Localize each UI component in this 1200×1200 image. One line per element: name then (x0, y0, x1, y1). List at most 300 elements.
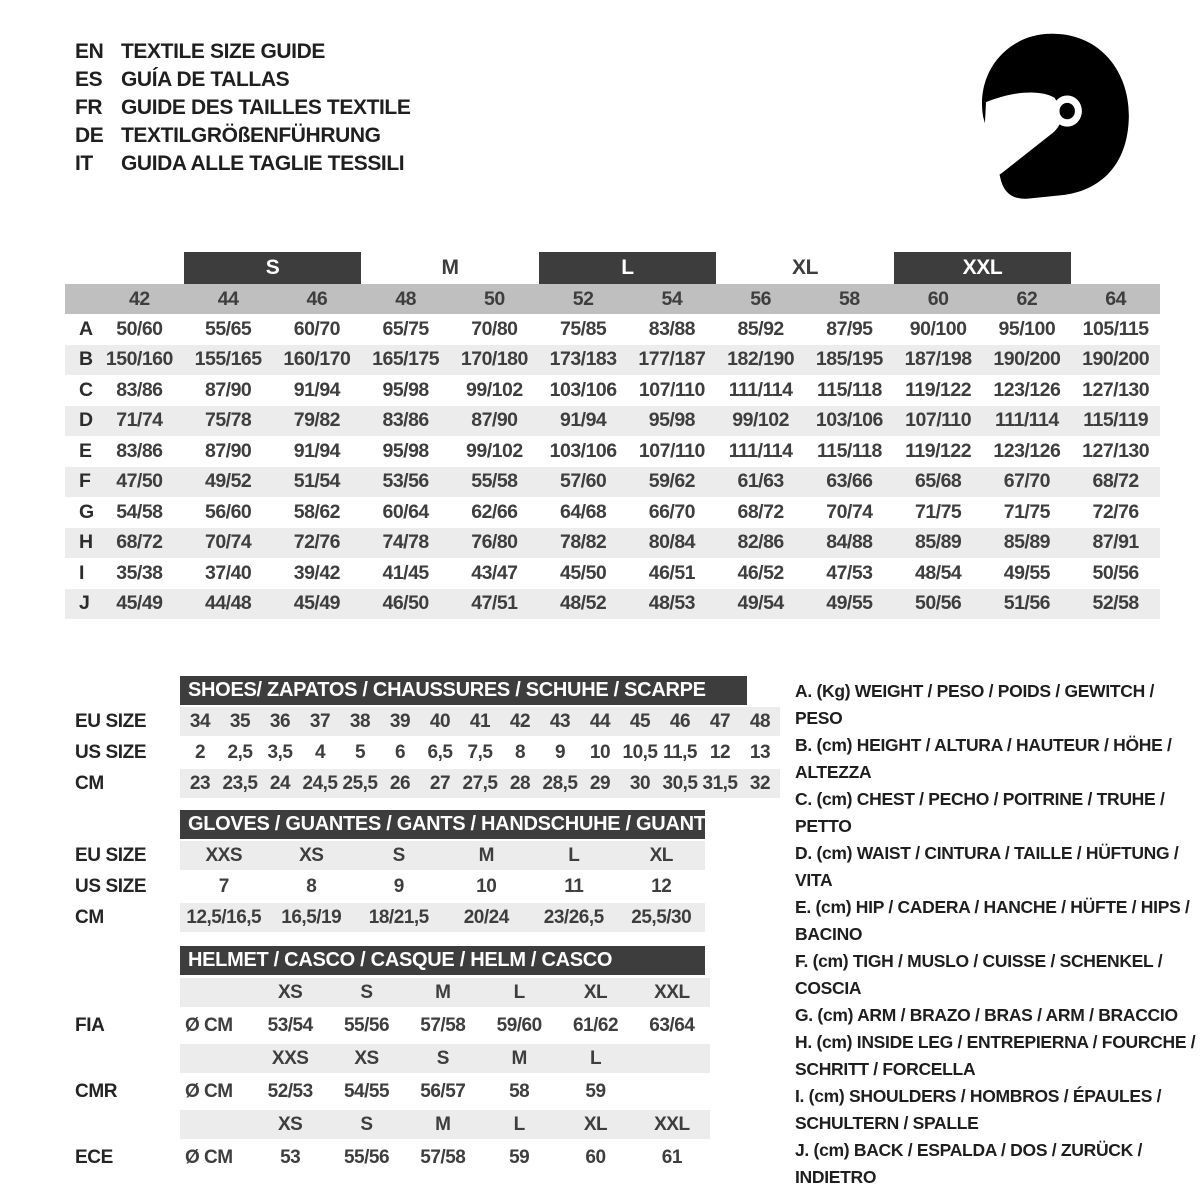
size-value: 91/94 (293, 439, 341, 462)
size-value: 60/64 (382, 500, 429, 523)
helmet-title-bar: HELMET / CASCO / CASQUE / HELM / CASCO (180, 946, 705, 975)
size-value: 23/26,5 (543, 906, 604, 928)
helmet-value: 56/57 (420, 1080, 466, 1102)
size-column-header: 64 (1105, 287, 1126, 310)
size-band-l: L (539, 252, 717, 284)
row-label: CM (75, 906, 104, 928)
size-value: L (568, 844, 580, 866)
cert-label: CMR (75, 1080, 118, 1102)
legend-item: J. (cm) BACK / ESPALDA / DOS / ZURÜCK / INDIETRO (795, 1140, 1143, 1187)
size-value: 187/198 (904, 348, 972, 371)
size-value: 115/119 (1083, 409, 1149, 432)
helmet-size-label: M (435, 1113, 451, 1135)
row-letter: D (79, 409, 94, 432)
language-title: GUÍA DE TALLAS (121, 68, 290, 91)
size-value: 23,5 (222, 772, 258, 794)
size-value: 72/76 (293, 531, 341, 554)
legend-item: H. (cm) INSIDE LEG / ENTREPIERNA / FOURCHE / SCHRITT / FORCELLA (795, 1032, 1196, 1079)
size-column-header: 44 (217, 287, 239, 310)
size-value: 28,5 (542, 772, 578, 794)
size-value: 61/63 (737, 470, 784, 493)
size-value: 51/56 (1003, 592, 1051, 615)
measure-row-d (65, 406, 1160, 437)
size-row-cm (75, 903, 785, 932)
size-value: 62/66 (471, 500, 518, 523)
size-column-header: 42 (129, 287, 150, 310)
size-value: 119/122 (905, 439, 972, 462)
size-value: 85/92 (737, 317, 784, 340)
size-value: 30,5 (662, 772, 698, 794)
size-value: 84/88 (826, 531, 873, 554)
row-label: EU SIZE (75, 710, 147, 732)
size-value: 87/91 (1092, 531, 1139, 554)
size-value: 60/70 (293, 317, 341, 340)
size-row-eu-size (75, 841, 785, 870)
measurement-legend (795, 678, 1200, 1191)
row-letter: H (79, 531, 94, 554)
size-value: 49/54 (737, 592, 784, 615)
size-value: 59/62 (648, 470, 696, 493)
helmet-value: 53 (280, 1146, 301, 1168)
size-value: 44/48 (204, 592, 252, 615)
size-value: 70/74 (826, 500, 873, 523)
helmet-size-label: S (360, 1113, 373, 1135)
measure-row-i (65, 558, 1160, 589)
row-letter: B (79, 348, 94, 371)
size-value: 119/122 (905, 378, 972, 401)
language-code: EN (75, 40, 104, 63)
size-value: 12 (709, 741, 731, 763)
size-value: 177/187 (638, 348, 706, 371)
size-value: 49/55 (826, 592, 873, 615)
size-value: 70/74 (204, 531, 252, 554)
helmet-size-label: XL (583, 981, 608, 1003)
size-value: 115/118 (816, 378, 882, 401)
language-title: GUIDA ALLE TAGLIE TESSILI (121, 152, 405, 175)
size-value: 49/52 (204, 470, 252, 493)
row-label: US SIZE (75, 875, 147, 897)
size-value: 111/114 (728, 378, 793, 401)
size-value: 45/49 (293, 592, 341, 615)
measure-row-j (65, 589, 1160, 620)
size-band-m: M (441, 256, 459, 279)
size-value: 24,5 (302, 772, 338, 794)
size-value: 20/24 (463, 906, 509, 928)
size-value: 173/183 (549, 348, 617, 371)
size-value: S (392, 844, 405, 866)
legend-item: E. (cm) HIP / CADERA / HANCHE / HÜFTE / HIPS / BACINO (795, 897, 1190, 944)
helmet-values (180, 1075, 710, 1108)
language-row (75, 122, 410, 150)
size-column-header: 46 (306, 287, 328, 310)
helmet-size-label: L (589, 1047, 602, 1069)
size-value: 74/78 (382, 531, 429, 554)
legend-item: G. (cm) ARM / BRAZO / BRAS / ARM / BRACCIO (795, 1005, 1178, 1025)
helmet-size-label: XS (354, 1047, 379, 1069)
size-value: 54/58 (116, 500, 163, 523)
size-value: 32 (749, 772, 771, 794)
size-value: 10 (476, 875, 497, 897)
size-value: 36 (269, 710, 291, 732)
size-row-cm (75, 769, 785, 798)
helmet-size-label: XS (277, 1113, 303, 1135)
size-value: 76/80 (471, 531, 518, 554)
helmet-size-label: M (511, 1047, 527, 1069)
row-label (75, 1110, 180, 1139)
size-value: 24 (269, 772, 291, 794)
size-value: 43 (549, 710, 571, 732)
size-value: 95/98 (648, 409, 696, 432)
helmet-size-label: XL (583, 1113, 608, 1135)
size-value: 99/102 (732, 409, 789, 432)
racing-helmet-graphic (972, 28, 1140, 206)
size-column-header: 60 (927, 287, 949, 310)
row-values (180, 769, 780, 798)
helmet-value: 59/60 (496, 1014, 542, 1036)
size-value: 95/98 (382, 378, 429, 401)
size-value: 48 (749, 710, 771, 732)
language-title: TEXTILGRÖßENFÜHRUNG (121, 124, 381, 147)
language-code: DE (75, 124, 104, 147)
size-value: 85/89 (1003, 531, 1051, 554)
size-value: 68/72 (116, 531, 163, 554)
size-value: 111/114 (728, 439, 793, 462)
size-value: 103/106 (549, 378, 617, 401)
size-value: 37/40 (204, 561, 252, 584)
size-value: 18/21,5 (368, 906, 429, 928)
size-value: 56/60 (204, 500, 252, 523)
size-value: XS (299, 844, 324, 866)
size-band-s: S (184, 252, 362, 284)
shoes-title-bar: SHOES/ ZAPATOS / CHAUSSURES / SCHUHE / SCARPE (180, 676, 747, 705)
size-number-row (65, 284, 1160, 314)
size-value: 42 (509, 710, 531, 732)
size-value: 95/100 (998, 317, 1056, 340)
size-value: 83/86 (116, 439, 163, 462)
size-value: 47/50 (116, 470, 163, 493)
gloves-title-bar: GLOVES / GUANTES / GANTS / HANDSCHUHE / GUANTI (180, 810, 705, 839)
size-value: 4 (314, 741, 326, 763)
size-value: 58/62 (293, 500, 341, 523)
language-title: GUIDE DES TAILLES TEXTILE (121, 96, 411, 119)
measure-row-g (65, 497, 1160, 528)
size-value: 28 (509, 772, 531, 794)
helmet-value: 53/54 (267, 1014, 313, 1036)
size-value: 35/38 (116, 561, 163, 584)
size-column-header: 48 (395, 287, 416, 310)
helmet-value: 61 (661, 1146, 682, 1168)
helmet-size-label: L (513, 1113, 525, 1135)
size-value: 11,5 (663, 741, 697, 763)
size-value: 87/90 (204, 439, 252, 462)
helmet-values (180, 1141, 710, 1174)
size-column-header: 62 (1016, 287, 1038, 310)
diameter-unit-label: Ø CM (185, 1080, 233, 1102)
size-value: 87/90 (204, 378, 252, 401)
size-value: 45 (629, 710, 651, 732)
size-column-header: 58 (839, 287, 860, 310)
size-value: 31,5 (702, 772, 738, 794)
measure-row-a (65, 314, 1160, 345)
size-value: 37 (309, 710, 331, 732)
helmet-value: 60 (585, 1146, 606, 1168)
size-value: 50/56 (1092, 561, 1139, 584)
size-value: 51/54 (293, 470, 341, 493)
size-value: 99/102 (466, 378, 523, 401)
size-value: 107/110 (905, 409, 972, 432)
size-value: 45/49 (116, 592, 163, 615)
size-value: 57/60 (559, 470, 607, 493)
size-value: 9 (393, 875, 404, 897)
size-value: 40 (429, 710, 451, 732)
helmet-sizes (180, 978, 710, 1007)
size-value: 29 (589, 772, 611, 794)
language-row (75, 38, 410, 66)
size-value: XL (649, 844, 673, 866)
size-value: 127/130 (1082, 439, 1150, 462)
textile-size-table (65, 252, 1160, 619)
size-value: 25,5 (342, 772, 378, 794)
size-value: 83/86 (382, 409, 429, 432)
size-value: 66/70 (648, 500, 696, 523)
helmet-sizes (180, 1044, 710, 1073)
size-column-header: 52 (572, 287, 594, 310)
size-value: 39 (389, 710, 411, 732)
size-value: 46/50 (382, 592, 429, 615)
helmet-sizes (180, 1110, 710, 1139)
helmet-size-label: XXL (654, 1113, 690, 1135)
size-value: 11 (564, 875, 584, 897)
legend-item: I. (cm) SHOULDERS / HOMBROS / ÉPAULES / SCHULTERN / SPALLE (795, 1086, 1162, 1133)
size-value: 27 (429, 772, 451, 794)
size-value: XXS (205, 844, 243, 866)
size-value: 46/52 (737, 561, 784, 584)
size-value: 71/75 (914, 500, 962, 523)
cert-label: FIA (75, 1014, 105, 1036)
size-value: 107/110 (638, 378, 705, 401)
size-value: 170/180 (460, 348, 528, 371)
size-value: 27,5 (462, 772, 498, 794)
size-value: 79/82 (293, 409, 341, 432)
language-code: FR (75, 96, 103, 119)
size-value: 107/110 (638, 439, 705, 462)
size-value: 12 (651, 875, 672, 897)
size-value: 103/106 (815, 409, 883, 432)
size-value: 53/56 (382, 470, 429, 493)
size-value: 50/56 (914, 592, 962, 615)
size-value: 43/47 (471, 561, 518, 584)
language-row (75, 150, 410, 178)
size-value: 67/70 (1003, 470, 1051, 493)
size-row-us-size (75, 738, 785, 767)
helmet-size-row-ece (75, 1110, 785, 1139)
size-value: 160/170 (283, 348, 351, 371)
size-value: 3,5 (267, 741, 293, 763)
helmet-size-row-cmr (75, 1044, 785, 1073)
legend-item: F. (cm) TIGH / MUSLO / CUISSE / SCHENKEL / COSCIA (795, 951, 1163, 998)
size-value: 123/126 (993, 439, 1061, 462)
helmet-size-label: XXL (654, 981, 690, 1003)
row-label (75, 1044, 180, 1073)
size-value: 8 (514, 741, 526, 763)
size-value: 47/51 (471, 592, 518, 615)
row-letter: C (79, 378, 94, 401)
size-value: 72/76 (1092, 500, 1139, 523)
language-code: IT (75, 152, 93, 175)
legend-item: A. (Kg) WEIGHT / PESO / POIDS / GEWITCH / PESO (795, 681, 1155, 728)
helmet-value: 52/53 (267, 1080, 313, 1102)
size-value: 34 (189, 710, 211, 732)
size-value: 5 (354, 741, 366, 763)
size-band-row (65, 252, 1160, 284)
helmet-value-row-cmr (75, 1075, 785, 1108)
helmet-value: 57/58 (420, 1014, 466, 1036)
size-value: 91/94 (293, 378, 341, 401)
size-value: 123/126 (993, 378, 1061, 401)
size-value: 52/58 (1092, 592, 1139, 615)
cert-label: ECE (75, 1146, 113, 1168)
helmet-value-row-fia (75, 1009, 785, 1042)
size-value: 8 (306, 875, 317, 897)
size-value: M (478, 844, 494, 866)
size-value: 48/53 (648, 592, 696, 615)
size-value: 103/106 (549, 439, 617, 462)
size-row-us-size (75, 872, 785, 901)
language-row (75, 94, 410, 122)
size-value: 190/200 (1082, 348, 1150, 371)
size-value: 30 (629, 772, 651, 794)
helmet-value: 61/62 (572, 1014, 619, 1036)
size-band-xxl: XXL (894, 252, 1072, 284)
size-value: 87/90 (471, 409, 518, 432)
size-row-eu-size (75, 707, 785, 736)
row-values (180, 707, 780, 736)
row-letter: F (79, 470, 91, 493)
helmet-size-label: XXS (271, 1047, 309, 1069)
row-label: US SIZE (75, 741, 147, 763)
helmet-size-label: S (436, 1047, 449, 1069)
size-column-header: 54 (661, 287, 683, 310)
size-value: 155/165 (194, 348, 262, 371)
row-letter: A (79, 317, 94, 340)
size-value: 55/58 (471, 470, 518, 493)
size-value: 48/52 (559, 592, 607, 615)
size-value: 50/60 (116, 317, 163, 340)
size-value: 7 (218, 875, 229, 897)
size-value: 90/100 (909, 317, 967, 340)
size-value: 83/86 (116, 378, 163, 401)
size-value: 71/75 (1003, 500, 1051, 523)
size-value: 85/89 (914, 531, 962, 554)
size-value: 95/98 (382, 439, 429, 462)
size-value: 38 (349, 710, 371, 732)
row-values (180, 738, 780, 767)
size-value: 25,5/30 (631, 906, 692, 928)
helmet-value: 54/55 (343, 1080, 390, 1102)
size-value: 41/45 (382, 561, 429, 584)
row-letter: I (79, 561, 85, 584)
helmet-values (180, 1009, 710, 1042)
size-value: 6 (394, 741, 406, 763)
size-value: 46/51 (648, 561, 696, 584)
row-label: EU SIZE (75, 844, 147, 866)
size-value: 65/68 (914, 470, 962, 493)
size-value: 55/65 (204, 317, 252, 340)
gloves-table (75, 841, 785, 932)
size-value: 64/68 (559, 500, 607, 523)
helmet-value: 55/56 (343, 1014, 390, 1036)
size-value: 9 (554, 741, 566, 763)
size-value: 63/66 (826, 470, 873, 493)
size-value: 41 (469, 710, 491, 732)
size-value: 2,5 (227, 741, 253, 763)
size-value: 6,5 (427, 741, 453, 763)
size-value: 68/72 (737, 500, 784, 523)
row-label (75, 978, 180, 1007)
size-value: 91/94 (559, 409, 607, 432)
row-letter: E (79, 439, 93, 462)
size-value: 46 (669, 710, 691, 732)
size-value: 87/95 (826, 317, 873, 340)
size-value: 80/84 (648, 531, 696, 554)
size-value: 82/86 (737, 531, 784, 554)
helmet-size-row-fia (75, 978, 785, 1007)
size-value: 75/78 (204, 409, 252, 432)
row-values (180, 841, 705, 870)
size-value: 70/80 (471, 317, 518, 340)
size-value: 48/54 (914, 561, 962, 584)
size-value: 44 (589, 710, 611, 732)
row-values (180, 872, 705, 901)
size-value: 127/130 (1082, 378, 1150, 401)
helmet-table (75, 978, 785, 1174)
language-title: TEXTILE SIZE GUIDE (121, 40, 325, 63)
row-letter: G (79, 500, 95, 523)
size-band-xl: XL (791, 256, 819, 279)
size-value: 49/55 (1003, 561, 1051, 584)
language-row (75, 66, 410, 94)
helmet-size-label: S (360, 981, 373, 1003)
size-value: 12,5/16,5 (186, 906, 262, 928)
accessory-tables (75, 676, 785, 1176)
diameter-unit-label: Ø CM (185, 1146, 233, 1168)
size-value: 150/160 (105, 348, 173, 371)
language-title-list (75, 38, 410, 178)
helmet-size-label: XS (277, 981, 303, 1003)
size-value: 10 (589, 741, 611, 763)
size-value: 7,5 (467, 741, 493, 763)
row-values (180, 903, 705, 932)
measure-row-c (65, 375, 1160, 406)
legend-item: B. (cm) HEIGHT / ALTURA / HAUTEUR / HÖHE / ALTEZZA (795, 735, 1172, 782)
helmet-size-label: L (513, 981, 525, 1003)
size-value: 111/114 (994, 409, 1059, 432)
size-value: 182/190 (727, 348, 795, 371)
legend-item: C. (cm) CHEST / PECHO / POITRINE / TRUHE / PETTO (795, 789, 1165, 836)
helmet-value-row-ece (75, 1141, 785, 1174)
racing-helmet-icon (972, 28, 1140, 206)
size-value: 47/53 (826, 561, 873, 584)
size-value: 39/42 (293, 561, 341, 584)
helmet-value: 55/56 (343, 1146, 390, 1168)
row-label: CM (75, 772, 104, 794)
measure-row-e (65, 436, 1160, 467)
size-value: 75/85 (559, 317, 607, 340)
size-value: 99/102 (466, 439, 523, 462)
size-value: 115/118 (816, 439, 882, 462)
size-value: 190/200 (993, 348, 1061, 371)
row-letter: J (79, 592, 90, 615)
